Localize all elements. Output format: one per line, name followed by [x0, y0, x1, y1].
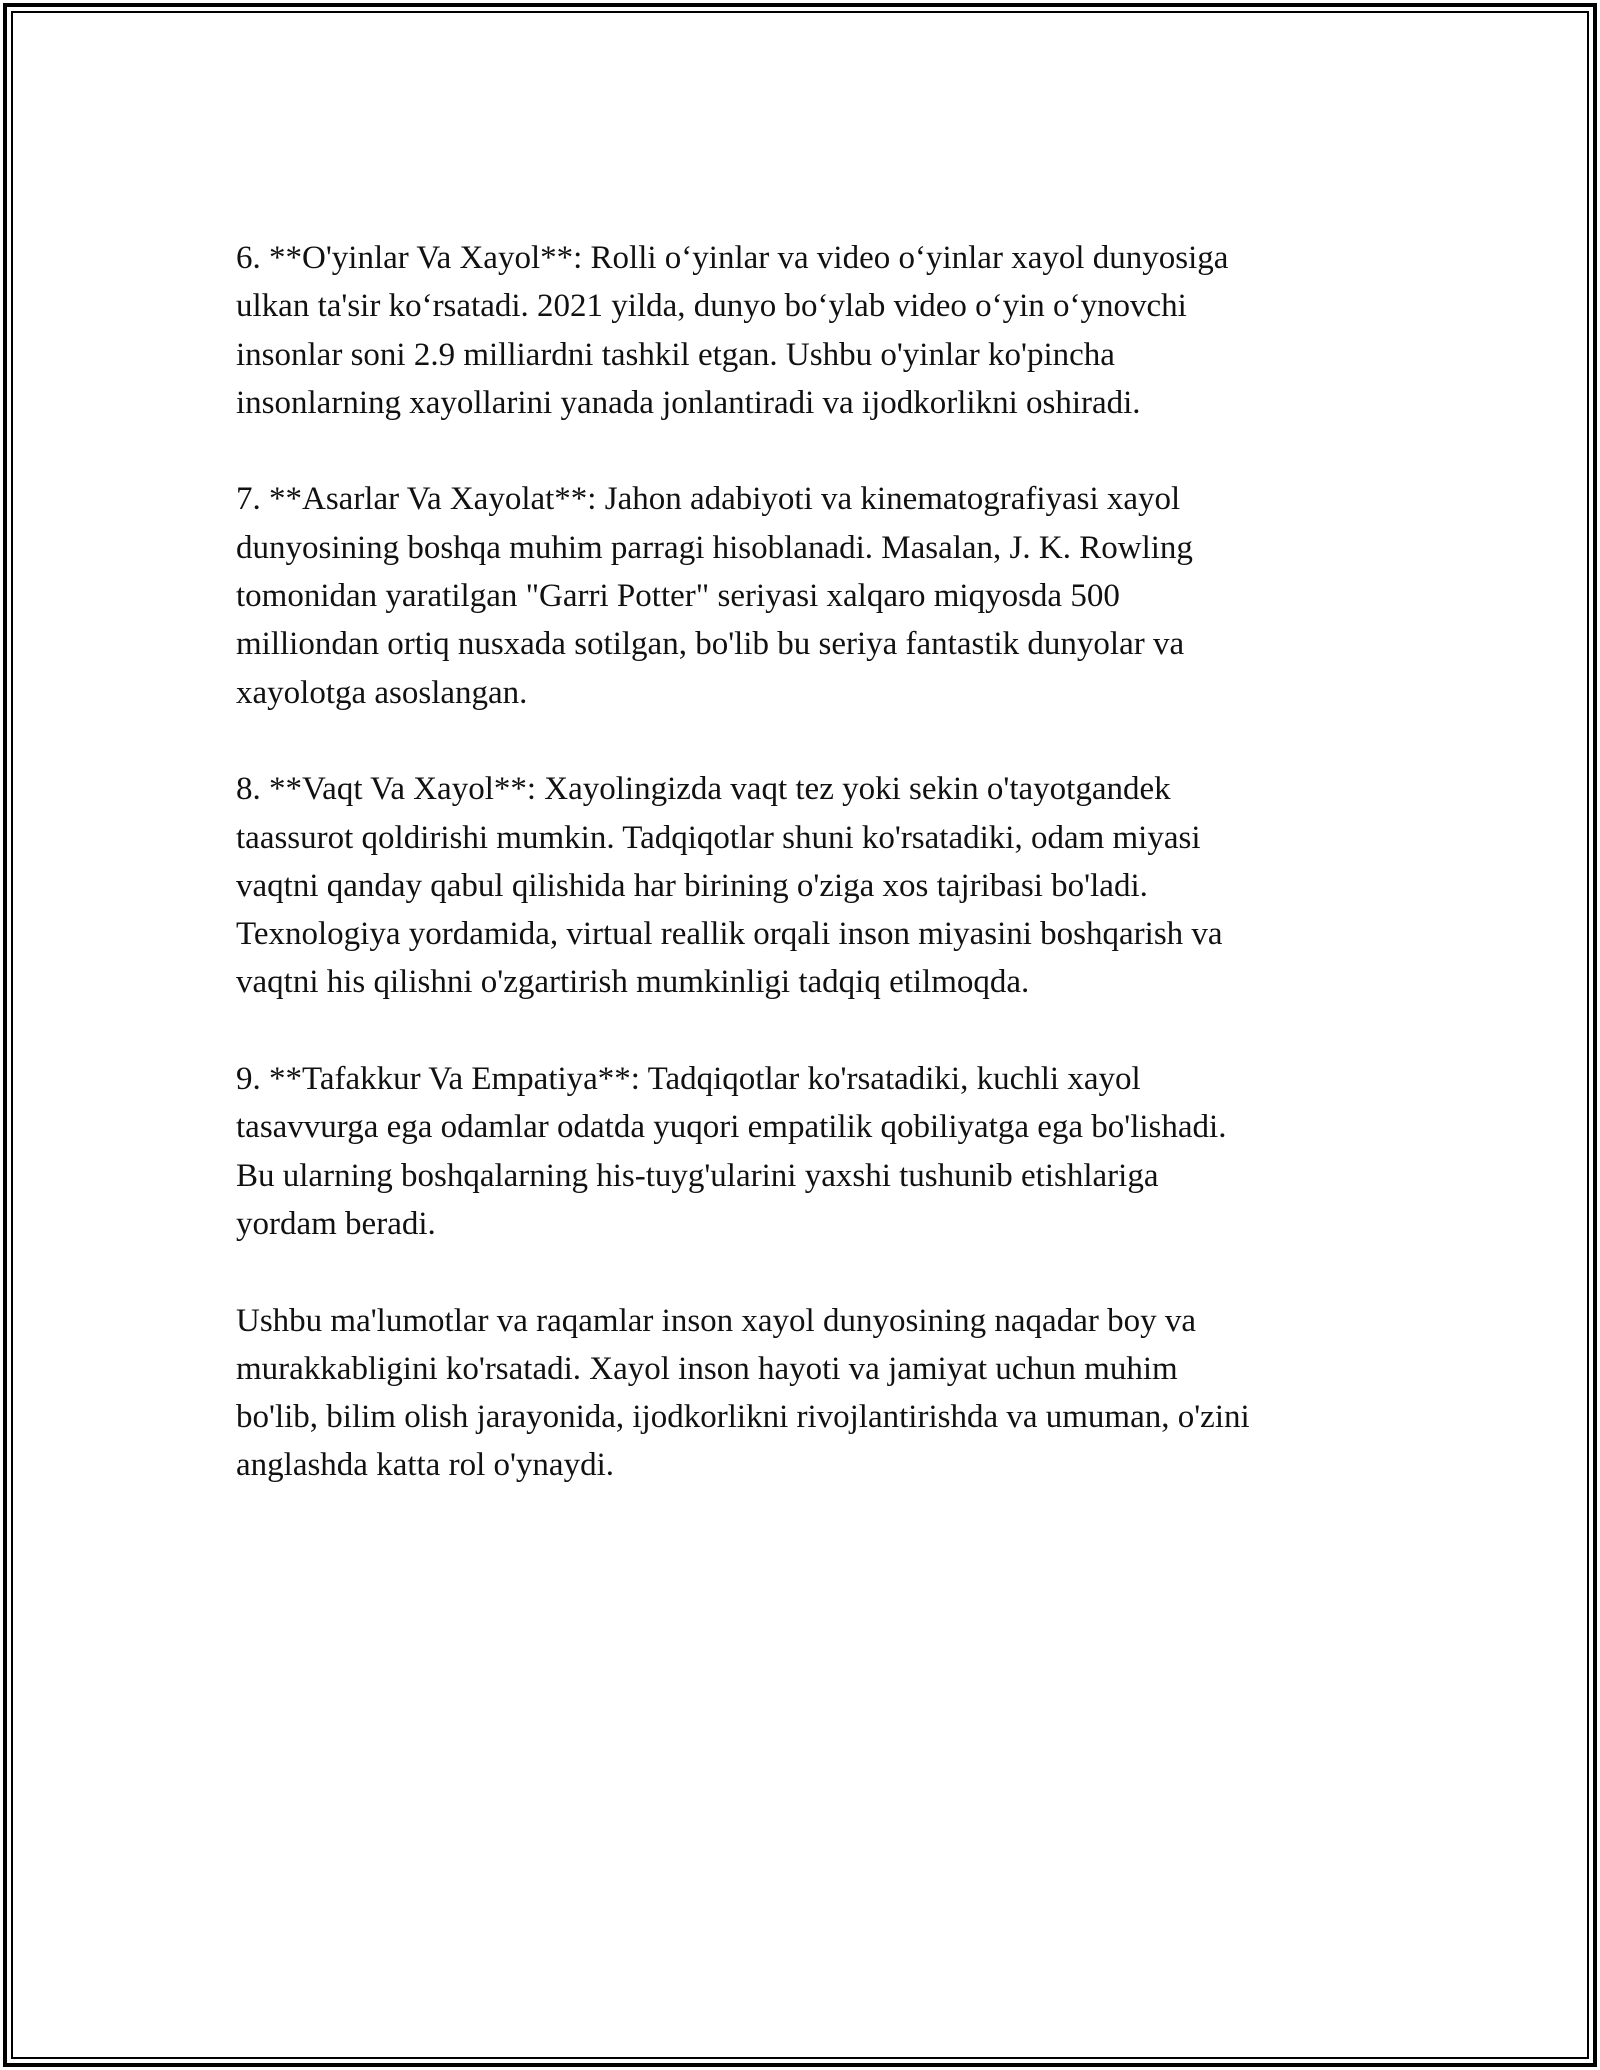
text-line: 7. **Asarlar Va Xayolat**: Jahon adabiyoti va kinematografiyasi xayol [236, 481, 1181, 518]
paragraph-games-and-imagination [236, 234, 1376, 427]
paragraph-works-and-imagination [236, 475, 1376, 716]
text-line: tomonidan yaratilgan "Garri Potter" seriyasi xalqaro miqyosda 500 [236, 578, 1120, 615]
text-line: anglashda katta rol o'ynaydi. [236, 1447, 615, 1484]
paragraph-conclusion [236, 1297, 1376, 1490]
text-line: taassurot qoldirishi mumkin. Tadqiqotlar shuni ko'rsatadiki, odam miyasi [236, 819, 1201, 856]
text-line: 6. **O'yinlar Va Xayol**: Rolli o‘yinlar va video o‘yinlar xayol dunyosiga [236, 240, 1229, 276]
text-line: insonlar soni 2.9 milliardni tashkil etgan. Ushbu o'yinlar ko'pincha [236, 336, 1115, 373]
text-line: 9. **Tafakkur Va Empatiya**: Tadqiqotlar ko'rsatadiki, kuchli xayol [236, 1061, 1141, 1098]
text-line: insonlarning xayollarini yanada jonlantiradi va ijodkorlikni oshiradi. [236, 384, 1141, 421]
text-line: dunyosining boshqa muhim parragi hisoblanadi. Masalan, J. K. Rowling [236, 529, 1193, 566]
text-line: murakkabligini ko'rsatadi. Xayol inson hayoti va jamiyat uchun muhim [236, 1350, 1178, 1387]
text-line: vaqtni his qilishni o'zgartirish mumkinligi tadqiq etilmoqda. [236, 964, 1030, 1001]
text-line: milliondan ortiq nusxada sotilgan, bo'lib bu seriya fantastik dunyolar va [236, 626, 1185, 663]
text-line: tasavvurga ega odamlar odatda yuqori empatilik qobiliyatga ega bo'lishadi. [236, 1109, 1227, 1146]
text-line: xayolotga asoslangan. [236, 674, 528, 711]
text-line: Texnologiya yordamida, virtual reallik orqali inson miyasini boshqarish va [236, 916, 1223, 953]
text-line: vaqtni qanday qabul qilishida har birining o'ziga xos tajribasi bo'ladi. [236, 867, 1148, 904]
document-body [236, 234, 1376, 1538]
paragraph-time-and-imagination [236, 765, 1376, 1006]
paragraph-thinking-and-empathy [236, 1055, 1376, 1248]
text-line: ulkan ta'sir ko‘rsatadi. 2021 yilda, dunyo bo‘ylab video o‘yin o‘ynovchi [236, 288, 1187, 325]
text-line: bo'lib, bilim olish jarayonida, ijodkorlikni rivojlantirishda va umuman, o'zini [236, 1399, 1250, 1436]
text-line: 8. **Vaqt Va Xayol**: Xayolingizda vaqt tez yoki sekin o'tayotgandek [236, 771, 1171, 808]
text-line: yordam beradi. [236, 1205, 436, 1242]
text-line: Ushbu ma'lumotlar va raqamlar inson xayol dunyosining naqadar boy va [236, 1302, 1196, 1339]
text-line: Bu ularning boshqalarning his-tuyg'ularini yaxshi tushunib etishlariga [236, 1157, 1159, 1194]
